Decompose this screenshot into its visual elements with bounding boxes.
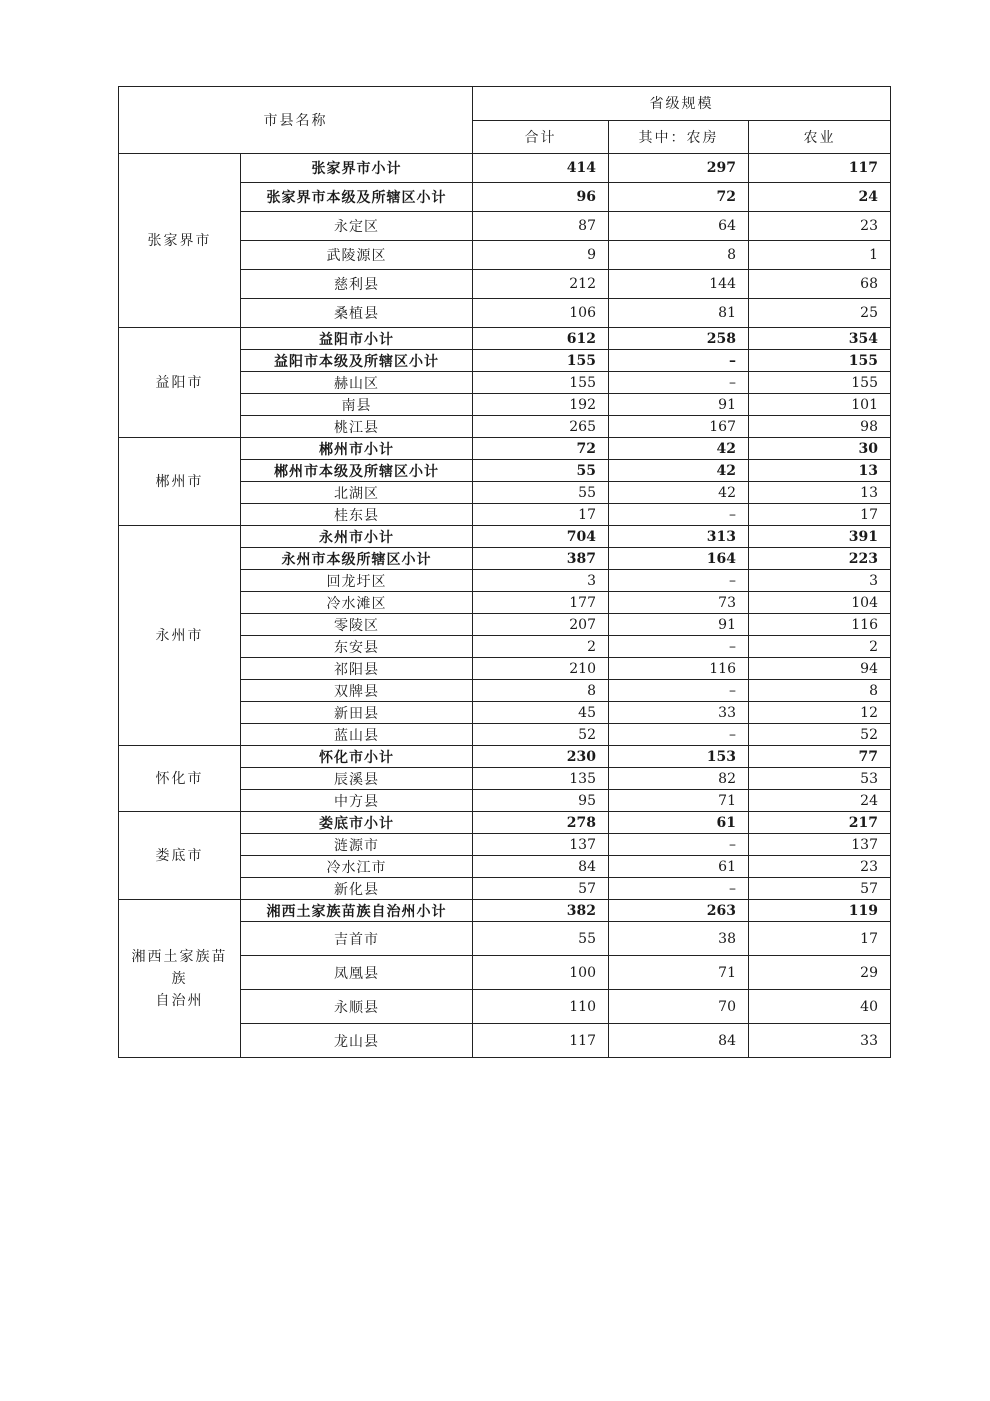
county-name-cell: 北湖区 — [241, 482, 473, 504]
county-name-cell: 永顺县 — [241, 990, 473, 1024]
housing-cell: 263 — [609, 900, 749, 922]
housing-cell: – — [609, 504, 749, 526]
housing-cell: 72 — [609, 183, 749, 212]
agriculture-cell: 391 — [749, 526, 891, 548]
housing-cell: 297 — [609, 154, 749, 183]
table-row — [119, 746, 891, 768]
total-cell: 110 — [473, 990, 609, 1024]
county-name-cell: 桃江县 — [241, 416, 473, 438]
table-row — [119, 812, 891, 834]
county-name-cell: 回龙圩区 — [241, 570, 473, 592]
total-cell: 155 — [473, 350, 609, 372]
housing-cell: 42 — [609, 482, 749, 504]
agriculture-cell: 155 — [749, 350, 891, 372]
total-cell: 52 — [473, 724, 609, 746]
housing-cell: 116 — [609, 658, 749, 680]
housing-cell: – — [609, 878, 749, 900]
county-name-cell: 永州市小计 — [241, 526, 473, 548]
housing-cell: 164 — [609, 548, 749, 570]
header-total: 合计 — [473, 120, 609, 154]
housing-cell: – — [609, 724, 749, 746]
housing-cell: 61 — [609, 812, 749, 834]
agriculture-cell: 354 — [749, 328, 891, 350]
county-name-cell: 冷水江市 — [241, 856, 473, 878]
city-name-cell: 永州市 — [119, 526, 241, 746]
total-cell: 2 — [473, 636, 609, 658]
housing-cell: 8 — [609, 241, 749, 270]
agriculture-cell: 77 — [749, 746, 891, 768]
county-name-cell: 桑植县 — [241, 299, 473, 328]
table-header — [119, 87, 891, 154]
total-cell: 210 — [473, 658, 609, 680]
city-name-cell: 益阳市 — [119, 328, 241, 438]
total-cell: 95 — [473, 790, 609, 812]
total-cell: 45 — [473, 702, 609, 724]
housing-cell: 91 — [609, 394, 749, 416]
county-name-cell: 张家界市小计 — [241, 154, 473, 183]
agriculture-cell: 1 — [749, 241, 891, 270]
housing-cell: 144 — [609, 270, 749, 299]
total-cell: 207 — [473, 614, 609, 636]
agriculture-cell: 53 — [749, 768, 891, 790]
agriculture-cell: 117 — [749, 154, 891, 183]
city-name-cell — [119, 900, 241, 1058]
total-cell: 414 — [473, 154, 609, 183]
housing-cell: 84 — [609, 1024, 749, 1058]
housing-cell: 82 — [609, 768, 749, 790]
agriculture-cell: 57 — [749, 878, 891, 900]
total-cell: 612 — [473, 328, 609, 350]
county-name-cell: 双牌县 — [241, 680, 473, 702]
total-cell: 55 — [473, 460, 609, 482]
county-name-cell: 张家界市本级及所辖区小计 — [241, 183, 473, 212]
housing-cell: 71 — [609, 790, 749, 812]
table-row — [119, 900, 891, 922]
agriculture-cell: 23 — [749, 212, 891, 241]
total-cell: 96 — [473, 183, 609, 212]
total-cell: 137 — [473, 834, 609, 856]
county-name-cell: 永州市本级所辖区小计 — [241, 548, 473, 570]
county-name-cell: 慈利县 — [241, 270, 473, 299]
header-housing: 其中：农房 — [609, 120, 749, 154]
total-cell: 177 — [473, 592, 609, 614]
housing-cell: – — [609, 570, 749, 592]
housing-cell: – — [609, 350, 749, 372]
agriculture-cell: 8 — [749, 680, 891, 702]
total-cell: 55 — [473, 922, 609, 956]
county-name-cell: 龙山县 — [241, 1024, 473, 1058]
header-agriculture: 农业 — [749, 120, 891, 154]
agriculture-cell: 68 — [749, 270, 891, 299]
agriculture-cell: 101 — [749, 394, 891, 416]
total-cell: 117 — [473, 1024, 609, 1058]
county-name-cell: 吉首市 — [241, 922, 473, 956]
county-name-cell: 南县 — [241, 394, 473, 416]
county-name-cell: 湘西土家族苗族自治州小计 — [241, 900, 473, 922]
agriculture-cell: 30 — [749, 438, 891, 460]
agriculture-cell: 217 — [749, 812, 891, 834]
allocation-table-container — [118, 86, 890, 1058]
agriculture-cell: 3 — [749, 570, 891, 592]
housing-cell: – — [609, 680, 749, 702]
housing-cell: 313 — [609, 526, 749, 548]
agriculture-cell: 223 — [749, 548, 891, 570]
total-cell: 8 — [473, 680, 609, 702]
county-name-cell: 武陵源区 — [241, 241, 473, 270]
housing-cell: 73 — [609, 592, 749, 614]
city-name-line: 自治州 — [155, 992, 204, 1009]
total-cell: 9 — [473, 241, 609, 270]
city-name-cell: 娄底市 — [119, 812, 241, 900]
agriculture-cell: 23 — [749, 856, 891, 878]
housing-cell: 42 — [609, 460, 749, 482]
housing-cell: 167 — [609, 416, 749, 438]
total-cell: 106 — [473, 299, 609, 328]
housing-cell: 64 — [609, 212, 749, 241]
housing-cell: – — [609, 636, 749, 658]
agriculture-cell: 25 — [749, 299, 891, 328]
city-name-cell: 张家界市 — [119, 154, 241, 328]
table-row — [119, 438, 891, 460]
agriculture-cell: 33 — [749, 1024, 891, 1058]
agriculture-cell: 29 — [749, 956, 891, 990]
county-name-cell: 益阳市本级及所辖区小计 — [241, 350, 473, 372]
agriculture-cell: 13 — [749, 482, 891, 504]
total-cell: 212 — [473, 270, 609, 299]
total-cell: 155 — [473, 372, 609, 394]
total-cell: 72 — [473, 438, 609, 460]
county-name-cell: 中方县 — [241, 790, 473, 812]
city-name-cell: 郴州市 — [119, 438, 241, 526]
county-name-cell: 凤凰县 — [241, 956, 473, 990]
agriculture-cell: 24 — [749, 183, 891, 212]
county-name-cell: 怀化市小计 — [241, 746, 473, 768]
county-name-cell: 郴州市本级及所辖区小计 — [241, 460, 473, 482]
county-name-cell: 娄底市小计 — [241, 812, 473, 834]
county-name-cell: 新化县 — [241, 878, 473, 900]
county-name-cell: 蓝山县 — [241, 724, 473, 746]
city-name-line: 湘西土家族苗族 — [131, 948, 228, 987]
agriculture-cell: 2 — [749, 636, 891, 658]
housing-cell: 33 — [609, 702, 749, 724]
agriculture-cell: 155 — [749, 372, 891, 394]
housing-cell: 153 — [609, 746, 749, 768]
agriculture-cell: 116 — [749, 614, 891, 636]
county-name-cell: 郴州市小计 — [241, 438, 473, 460]
county-name-cell: 涟源市 — [241, 834, 473, 856]
county-name-cell: 祁阳县 — [241, 658, 473, 680]
total-cell: 704 — [473, 526, 609, 548]
table-body — [119, 154, 891, 1058]
total-cell: 57 — [473, 878, 609, 900]
agriculture-cell: 119 — [749, 900, 891, 922]
total-cell: 3 — [473, 570, 609, 592]
county-name-cell: 永定区 — [241, 212, 473, 241]
total-cell: 87 — [473, 212, 609, 241]
housing-cell: 71 — [609, 956, 749, 990]
agriculture-cell: 137 — [749, 834, 891, 856]
housing-cell: – — [609, 834, 749, 856]
city-name-cell: 怀化市 — [119, 746, 241, 812]
county-name-cell: 新田县 — [241, 702, 473, 724]
agriculture-cell: 52 — [749, 724, 891, 746]
header-city-county: 市县名称 — [119, 87, 473, 154]
total-cell: 192 — [473, 394, 609, 416]
total-cell: 265 — [473, 416, 609, 438]
housing-cell: – — [609, 372, 749, 394]
county-name-cell: 益阳市小计 — [241, 328, 473, 350]
agriculture-cell: 104 — [749, 592, 891, 614]
county-name-cell: 东安县 — [241, 636, 473, 658]
total-cell: 17 — [473, 504, 609, 526]
county-name-cell: 零陵区 — [241, 614, 473, 636]
agriculture-cell: 13 — [749, 460, 891, 482]
agriculture-cell: 17 — [749, 504, 891, 526]
agriculture-cell: 12 — [749, 702, 891, 724]
housing-cell: 81 — [609, 299, 749, 328]
county-name-cell: 冷水滩区 — [241, 592, 473, 614]
total-cell: 135 — [473, 768, 609, 790]
housing-cell: 91 — [609, 614, 749, 636]
agriculture-cell: 17 — [749, 922, 891, 956]
county-name-cell: 辰溪县 — [241, 768, 473, 790]
agriculture-cell: 40 — [749, 990, 891, 1024]
total-cell: 84 — [473, 856, 609, 878]
table-row — [119, 328, 891, 350]
agriculture-cell: 98 — [749, 416, 891, 438]
total-cell: 100 — [473, 956, 609, 990]
table-row — [119, 526, 891, 548]
total-cell: 230 — [473, 746, 609, 768]
total-cell: 387 — [473, 548, 609, 570]
header-provincial-scale: 省级规模 — [473, 87, 891, 121]
housing-cell: 70 — [609, 990, 749, 1024]
total-cell: 278 — [473, 812, 609, 834]
housing-cell: 61 — [609, 856, 749, 878]
housing-cell: 258 — [609, 328, 749, 350]
county-name-cell: 桂东县 — [241, 504, 473, 526]
total-cell: 382 — [473, 900, 609, 922]
agriculture-cell: 94 — [749, 658, 891, 680]
county-name-cell: 赫山区 — [241, 372, 473, 394]
table-row — [119, 154, 891, 183]
total-cell: 55 — [473, 482, 609, 504]
agriculture-cell: 24 — [749, 790, 891, 812]
allocation-table — [118, 86, 891, 1058]
housing-cell: 38 — [609, 922, 749, 956]
housing-cell: 42 — [609, 438, 749, 460]
